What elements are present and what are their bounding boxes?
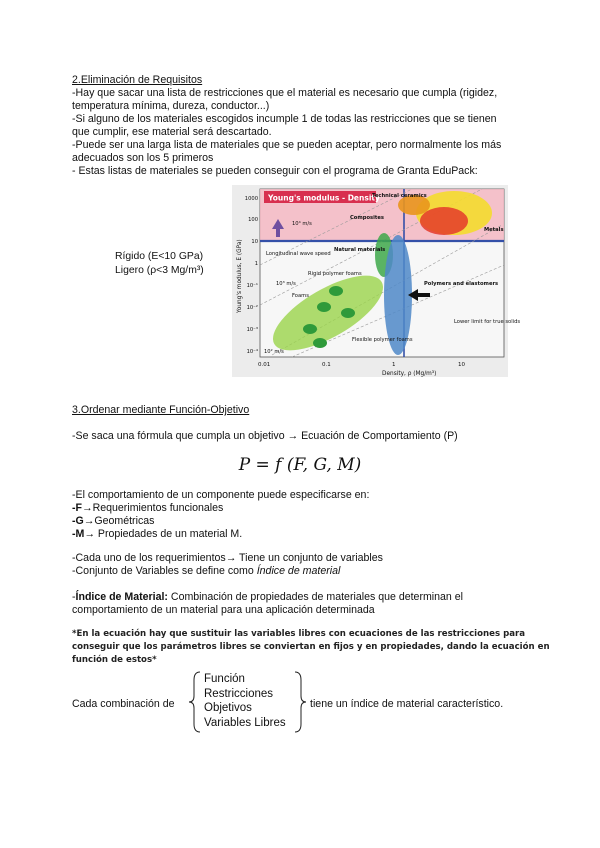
index-dash: - [72,591,76,603]
section-2-line: adecuados son los 5 primeros [72,152,214,164]
x-tick: 1 [392,362,396,368]
section-2-line: -Si alguno de los materiales escogidos incumple 1 de todas las restricciones que se tienen [72,113,497,125]
foam-point [303,324,317,334]
y-axis-label: Young's modulus, E (GPa) [237,239,243,313]
region-label: Longitudinal wave speed [266,251,331,257]
region-label: Foams [292,293,309,299]
foam-point [329,286,343,296]
left-brace-icon [188,670,202,734]
y-tick: 10⁻¹ [246,283,258,289]
behavior-formula: P = f (F, G, M) [238,455,362,475]
section-2-line: temperatura mínima, dureza, conductor...) [72,100,270,112]
spec-key: -M [72,528,85,540]
chart-title: Young's modulus - Density [268,193,380,203]
section-2-line: -Hay que sacar una lista de restricciones que el material es necesario que cumpla (rigidez, [72,87,498,99]
requirements-line: -Cada uno de los requerimientos→ Tiene un conjunto de variables [72,552,383,564]
combination-item: Variables Libres [204,716,286,729]
combination-item: Restricciones [204,687,274,700]
spec-key: -F [72,502,82,514]
foam-point [341,308,355,318]
section-2-heading: 2.Eliminación de Requisitos [72,74,203,86]
region-label: Composites [350,215,385,221]
region-label: Natural materials [334,247,386,253]
spec-item-m [72,528,242,541]
region-label: 10⁴ m/s [292,221,312,227]
material-index-definition-cont: comportamiento de un material para una aplicación determinada [72,604,375,616]
spec-item-g [72,515,154,528]
combination-suffix: tiene un índice de material característico. [310,698,504,710]
spec-text: →Requerimientos funcionales [82,502,224,514]
y-tick: 1000 [244,196,258,202]
component-intro: -El comportamiento de un componente puede especificarse en: [72,489,370,501]
spec-text: → Propiedades de un material M. [84,528,243,540]
section-2-line: - Estas listas de materiales se pueden conseguir con el programa de Granta EduPack: [72,165,478,177]
y-tick: 10⁻⁴ [246,349,258,355]
spec-item-f [72,502,223,515]
region-label: 10² m/s [264,349,284,355]
combination-list [204,672,286,730]
chart-side-note [115,250,204,278]
ashby-chart-svg [232,185,521,377]
y-tick: 10⁻³ [246,327,258,333]
foam-point [313,338,327,348]
combination-item: Objetivos [204,702,252,715]
region-label: Flexible polymer foams [352,337,413,343]
note-line: conseguir que los parámetros libres se conviertan en fijos y en propiedades, dando la ecuación en [72,642,550,652]
combination-prefix: Cada combinación de [72,698,175,710]
light-label: Ligero (ρ<3 Mg/m³) [115,265,204,276]
region-label: Lower limit for true solids [454,319,521,325]
combination-item: Función [204,673,245,685]
x-tick: 0.1 [322,362,331,368]
region-label: Metals [484,227,504,233]
foam-point [317,302,331,312]
y-tick: 1 [254,261,258,267]
note-line: *En la ecuación hay que sustituir las variables libres con ecuaciones de las restricciones para [72,629,526,639]
spec-key: -G [72,515,84,527]
region-label: Polymers and elastomers [424,281,499,287]
y-tick: 100 [248,217,258,223]
metals-region [420,207,468,235]
right-brace-icon [293,670,307,734]
section-3-heading: 3.Ordenar mediante Función-Objetivo [72,404,250,416]
region-label: Rigid polymer foams [308,271,362,277]
variables-line [72,565,340,578]
ashby-chart [232,185,521,377]
x-tick: 10 [458,362,465,368]
index-term: Índice de Material: [75,591,168,603]
y-tick: 10 [251,239,258,245]
index-text: Combinación de propiedades de materiales que determinan el [167,591,464,603]
section-2-line: -Puede ser una larga lista de materiales que se pueden aceptar, pero normalmente los más [72,139,502,151]
region-label: 10³ m/s [276,281,296,287]
section-2-line: que cumplir, ese material será descartado. [72,126,272,138]
rigid-label: Rígido (E<10 GPa) [115,251,204,262]
material-index-definition [72,591,463,604]
x-tick: 0.01 [258,362,271,368]
variables-line-text: -Conjunto de Variables se define como [72,565,257,577]
variables-line-term: Índice de material [256,565,341,577]
spec-text: →Geométricas [83,515,155,527]
y-tick: 10⁻² [246,305,258,311]
note-line: función de estos* [72,655,157,665]
region-label: Technical ceramics [372,193,427,199]
section-3-intro: -Se saca una fórmula que cumpla un objetivo → Ecuación de Comportamiento (P) [72,430,458,442]
x-axis-label: Density, ρ (Mg/m³) [382,371,437,377]
